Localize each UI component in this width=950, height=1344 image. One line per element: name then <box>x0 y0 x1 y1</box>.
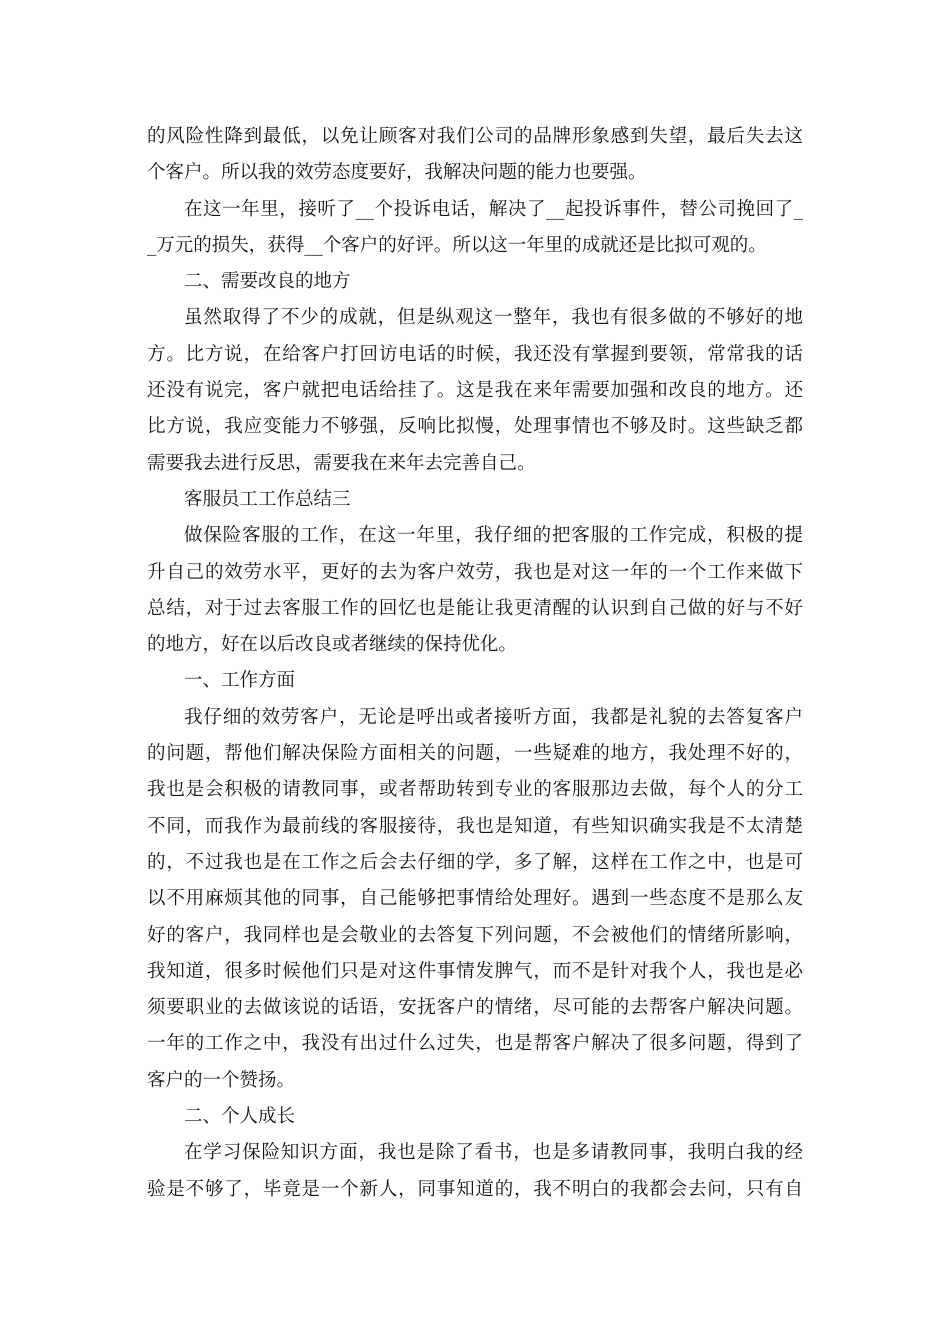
text-line: 我也是会积极的请教同事，或者帮助转到专业的客服那边去做，每个人的分工 <box>147 779 803 801</box>
text-line: 还没有说完，客户就把电话给挂了。这是我在来年需要加强和改良的地方。还 <box>147 380 803 402</box>
text-line: 一、工作方面 <box>184 670 296 692</box>
text-line: 二、个人成长 <box>184 1106 296 1128</box>
text-line: 的地方，好在以后改良或者继续的保持优化。 <box>147 634 518 656</box>
text-line: 不同，而我作为最前线的客服接待，我也是知道，有些知识确实我是不太清楚 <box>147 815 803 837</box>
text-line: 好的客户，我同样也是会敬业的去答复下列问题，不会被他们的情绪所影响， <box>147 924 803 946</box>
document-body <box>147 119 803 1208</box>
text-line: 须要职业的去做该说的话语，安抚客户的情绪，尽可能的去帮客户解决问题。 <box>147 997 803 1019</box>
text-line: 虽然取得了不少的成就，但是纵观这一整年，我也有很多做的不够好的地 <box>184 307 803 329</box>
text-line: 做保险客服的工作，在这一年里，我仔细的把客服的工作完成，积极的提 <box>184 525 803 547</box>
text-line: 二、需要改良的地方 <box>184 271 351 293</box>
text-line: 方。比方说，在给客户打回访电话的时候，我还没有掌握到要领，常常我的话 <box>147 343 803 365</box>
text-line: 在这一年里，接听了__个投诉电话，解决了__起投诉事件，替公司挽回了_ <box>184 198 803 220</box>
text-line: 我仔细的效劳客户，无论是呼出或者接听方面，我都是礼貌的去答复客户 <box>184 706 803 728</box>
text-line: 一年的工作之中，我没有出过什么过失，也是帮客户解决了很多问题，得到了 <box>147 1033 803 1055</box>
text-line: 升自己的效劳水平，更好的去为客户效劳，我也是对这一年的一个工作来做下 <box>147 561 803 583</box>
text-line: 的风险性降到最低，以免让顾客对我们公司的品牌形象感到失望，最后失去这 <box>147 126 803 147</box>
text-line: 的，不过我也是在工作之后会去仔细的学，多了解，这样在工作之中，也是可 <box>147 851 803 873</box>
text-line: 比方说，我应变能力不够强，反响比拟慢，处理事情也不够及时。这些缺乏都 <box>147 416 803 438</box>
text-line: 我知道，很多时候他们只是对这件事情发脾气，而不是针对我个人，我也是必 <box>147 960 803 982</box>
text-line: 验是不够了，毕竟是一个新人，同事知道的，我不明白的我都会去问，只有自 <box>147 1178 803 1200</box>
text-line: 以不用麻烦其他的同事，自己能够把事情给处理好。遇到一些态度不是那么友 <box>147 888 803 910</box>
text-line: 个客户。所以我的效劳态度要好，我解决问题的能力也要强。 <box>147 162 647 184</box>
text-line: _万元的损失，获得__个客户的好评。所以这一年里的成就还是比拟可观的。 <box>147 234 767 256</box>
text-line: 客户的一个赞扬。 <box>147 1069 296 1091</box>
text-line: 客服员工工作总结三 <box>184 488 351 510</box>
text-line: 需要我去进行反思，需要我在来年去完善自己。 <box>147 452 536 474</box>
text-line: 在学习保险知识方面，我也是除了看书，也是多请教同事，我明白我的经 <box>184 1142 803 1164</box>
text-line: 的问题，帮他们解决保险方面相关的问题，一些疑难的地方，我处理不好的， <box>147 743 803 765</box>
text-line: 总结，对于过去客服工作的回忆也是能让我更清醒的认识到自己做的好与不好 <box>147 597 803 619</box>
